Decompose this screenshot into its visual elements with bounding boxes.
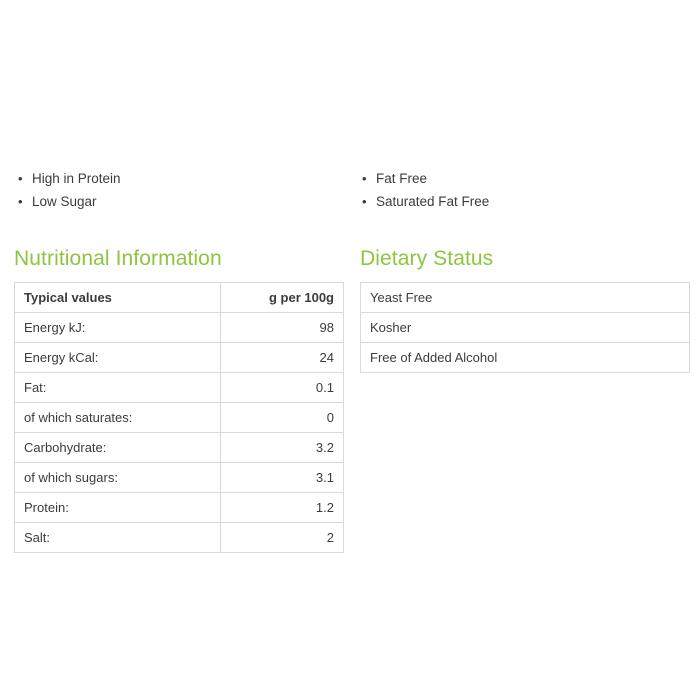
nutritional-column xyxy=(0,168,348,553)
table-row xyxy=(361,312,690,342)
right-claims-list xyxy=(358,168,700,213)
nutrient-value: 2 xyxy=(221,522,344,552)
list-item xyxy=(14,168,348,190)
list-item xyxy=(358,191,700,213)
nutrient-value: 3.1 xyxy=(221,462,344,492)
table-row xyxy=(15,342,344,372)
nutrient-label: of which saturates: xyxy=(15,402,221,432)
list-item xyxy=(14,191,348,213)
table-row xyxy=(15,312,344,342)
nutrient-label: of which sugars: xyxy=(15,462,221,492)
nutrient-label: Salt: xyxy=(15,522,221,552)
nutrient-label: Energy kJ: xyxy=(15,312,221,342)
claim-label: High in Protein xyxy=(32,171,121,186)
dietary-column xyxy=(348,168,700,553)
nutrient-label: Energy kCal: xyxy=(15,342,221,372)
table-row xyxy=(361,282,690,312)
column-header-typical-values: Typical values xyxy=(15,282,221,312)
table-row xyxy=(15,522,344,552)
nutritional-information-table xyxy=(14,282,344,553)
dietary-status-label: Yeast Free xyxy=(361,282,690,312)
nutrient-label: Protein: xyxy=(15,492,221,522)
claim-label: Saturated Fat Free xyxy=(376,193,490,209)
nutrient-value: 24 xyxy=(221,342,344,372)
table-row xyxy=(15,432,344,462)
nutrient-label: Fat: xyxy=(15,372,221,402)
dietary-status-title: Dietary Status xyxy=(360,246,494,270)
content-columns xyxy=(0,168,700,553)
column-header-g-per-100g: g per 100g xyxy=(221,282,344,312)
nutritional-information-title: Nutritional Information xyxy=(14,246,222,270)
table-header-row xyxy=(15,282,344,312)
dietary-status-label: Free of Added Alcohol xyxy=(361,342,690,372)
dietary-status-label: Kosher xyxy=(361,312,690,342)
list-item xyxy=(358,168,700,190)
table-row xyxy=(15,402,344,432)
left-claims-list xyxy=(14,168,348,213)
nutrient-value: 3.2 xyxy=(221,432,344,462)
table-row xyxy=(15,492,344,522)
dietary-status-table xyxy=(360,282,690,373)
nutrient-value: 98 xyxy=(221,312,344,342)
nutrient-value: 0 xyxy=(221,402,344,432)
claim-label: Low Sugar xyxy=(32,193,97,209)
table-row xyxy=(15,462,344,492)
nutrient-label: Carbohydrate: xyxy=(15,432,221,462)
table-row xyxy=(15,372,344,402)
nutrient-value: 1.2 xyxy=(221,492,344,522)
nutrient-value: 0.1 xyxy=(221,372,344,402)
claim-label: Fat Free xyxy=(376,171,428,186)
table-row xyxy=(361,342,690,372)
